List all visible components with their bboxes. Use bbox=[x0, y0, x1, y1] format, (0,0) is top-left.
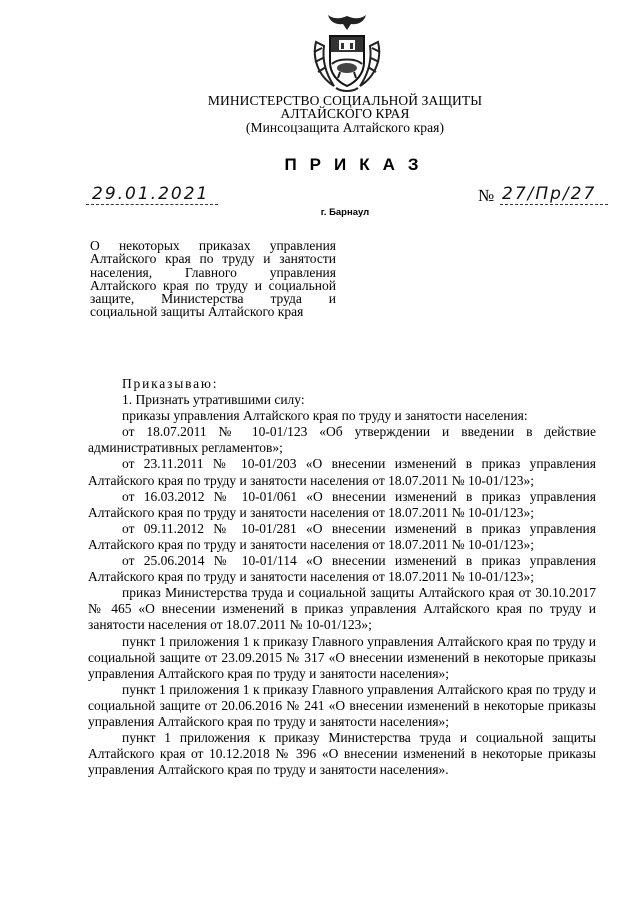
order-number: 27/Пр/27 bbox=[502, 184, 597, 204]
body-paragraph: приказ Министерства труда и социальной защиты Алтайского края от 30.10.2017 № 465 «О внесении изменений в приказ управления Алтайского края по труду и занятости населения от 18.07.2011 № 10-01/123»; bbox=[88, 585, 596, 633]
body-paragraph: приказы управления Алтайского края по труду и занятости населения: bbox=[122, 408, 528, 424]
coat-of-arms-emblem bbox=[308, 12, 386, 94]
order-directive: Приказываю: bbox=[122, 376, 219, 391]
document-type-title: ПРИКАЗ bbox=[284, 155, 432, 174]
date-underline bbox=[86, 204, 218, 205]
body-paragraph: от 16.03.2012 № 10-01/061 «О внесении изменений в приказ управления Алтайского края по труду и занятости населения от 18.07.2011 № 10-01/123»; bbox=[88, 488, 596, 520]
body-paragraph: пункт 1 приложения 1 к приказу Главного управления Алтайского края по труду и социальной защите от 20.06.2016 № 241 «О внесении изменений в некоторые приказы управления Алтайского края по труду и занятости населения»; bbox=[88, 681, 596, 729]
body-paragraph: пункт 1 приложения 1 к приказу Главного управления Алтайского края по труду и социальной защите от 23.09.2015 № 317 «О внесении изменений в некоторые приказы управления Алтайского края по труду и занятости населения»; bbox=[88, 633, 596, 681]
ministry-name-line2: АЛТАЙСКОГО КРАЯ bbox=[280, 106, 410, 121]
number-underline bbox=[500, 204, 608, 205]
order-item-1: 1. Признать утратившими силу: bbox=[122, 392, 305, 408]
ministry-name-line1: МИНИСТЕРСТВО СОЦИАЛЬНОЙ ЗАЩИТЫ bbox=[207, 93, 483, 108]
body-paragraph: от 23.11.2011 № 10-01/203 «О внесении изменений в приказ управления Алтайского края по труду и занятости населения от 18.07.2011 № 10-01/123»; bbox=[88, 456, 596, 488]
body-paragraph: от 18.07.2011 № 10-01/123 «Об утверждении и введении в действие административных регламентов»; bbox=[88, 424, 596, 456]
order-subject: О некоторых приказах управления Алтайского края по труду и занятости населения, Главного управления Алтайского края по труду и социальной защите, Министерства труда и социальной защиты Алтайского края bbox=[90, 238, 336, 320]
body-paragraph: от 25.06.2014 № 10-01/114 «О внесении изменений в приказ управления Алтайского края по труду и занятости населения от 18.07.2011 № 10-01/123»; bbox=[88, 553, 596, 585]
ministry-short-name: (Минсоцзащита Алтайского края) bbox=[245, 120, 445, 135]
order-date: 29.01.2021 bbox=[92, 184, 210, 204]
body-paragraph: от 09.11.2012 № 10-01/281 «О внесении изменений в приказ управления Алтайского края по труду и занятости населения от 18.07.2011 № 10-01/123»; bbox=[88, 520, 596, 552]
number-sign: № bbox=[478, 186, 495, 205]
order-body bbox=[88, 376, 596, 778]
body-paragraph: пункт 1 приложения к приказу Министерства труда и социальной защиты Алтайского края от 10.12.2018 № 396 «О внесении изменений в некоторые приказы управления Алтайского края по труду и занятости населения». bbox=[88, 730, 596, 778]
city-label: г. Барнаул bbox=[320, 207, 370, 218]
